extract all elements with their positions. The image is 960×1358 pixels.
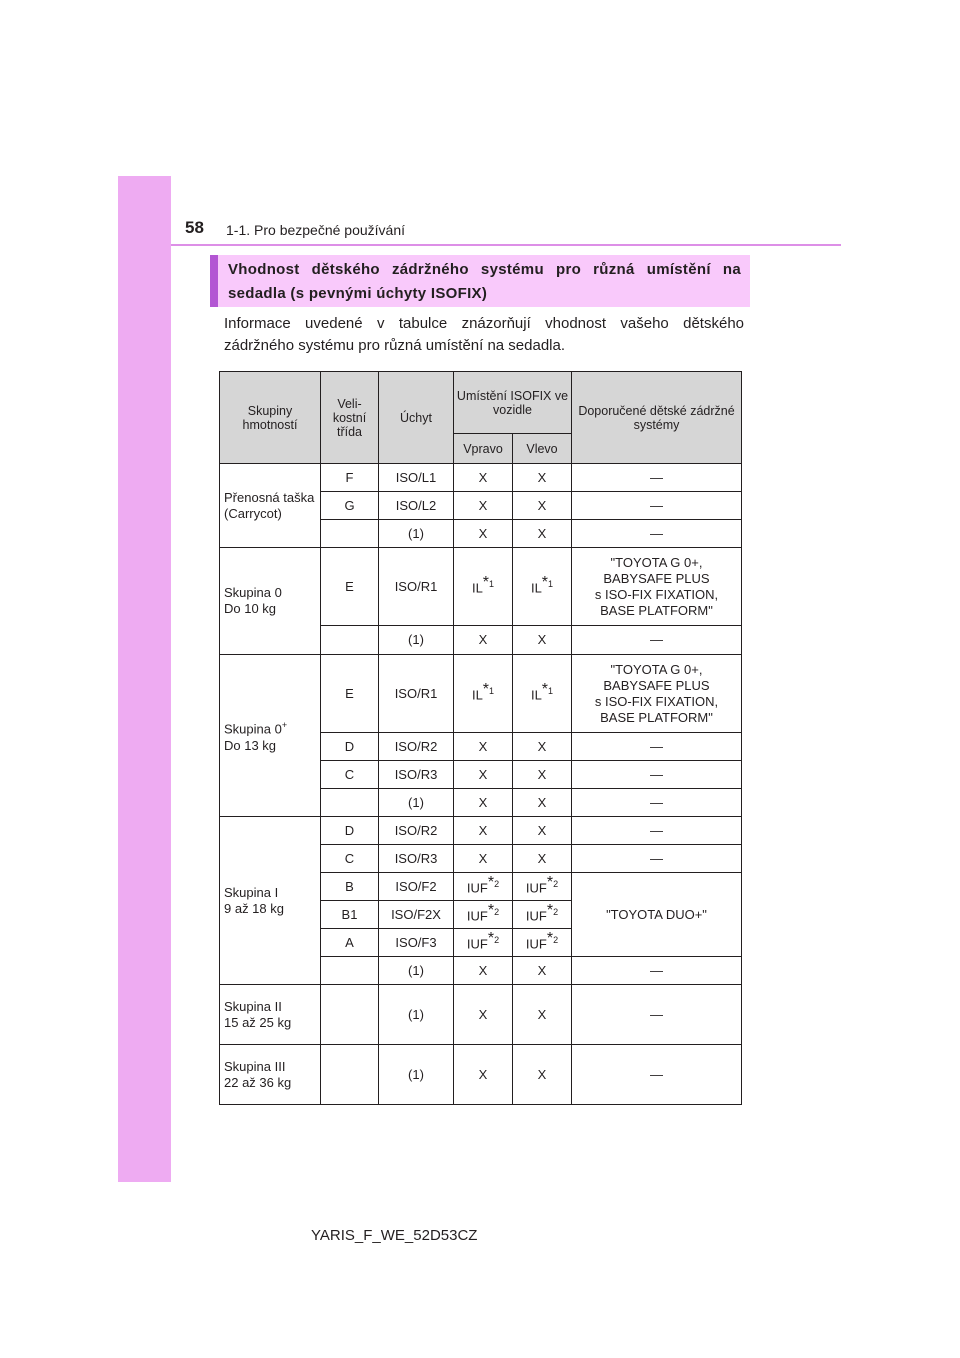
cell-recommended: — [572, 1045, 742, 1105]
group-2 [220, 985, 321, 1045]
cell-size: C [321, 761, 379, 789]
cell-right: X [454, 492, 513, 520]
cell-recommended: — [572, 789, 742, 817]
cell-left: X [513, 761, 572, 789]
cell-recommended: — [572, 520, 742, 548]
cell-size [321, 626, 379, 655]
cell-left: X [513, 520, 572, 548]
cell-right: IUF*$^2$ [454, 901, 513, 929]
cell-fixture: (1) [379, 1045, 454, 1105]
cell-fixture: (1) [379, 789, 454, 817]
cell-fixture: ISO/R3 [379, 845, 454, 873]
cell-size: B1 [321, 901, 379, 929]
chapter-title: 1-1. Pro bezpečné používání [226, 222, 406, 238]
side-tab-band [118, 176, 171, 1182]
cell-right: X [454, 761, 513, 789]
cell-left: X [513, 817, 572, 845]
cell-fixture: ISO/L1 [379, 464, 454, 492]
group-name: Skupina I [224, 884, 279, 900]
cell-recommended: — [572, 492, 742, 520]
cell-size [321, 520, 379, 548]
cell-recommended: — [572, 817, 742, 845]
cell-fixture: ISO/F3 [379, 929, 454, 957]
header-rule [171, 244, 841, 246]
cell-left: IL*$^1$ [513, 655, 572, 733]
cell-fixture: (1) [379, 957, 454, 985]
cell-right: X [454, 464, 513, 492]
cell-fixture: (1) [379, 520, 454, 548]
header-fixture: Úchyt [379, 372, 454, 464]
cell-size: B [321, 873, 379, 901]
cell-left: IUF*$^2$ [513, 873, 572, 901]
cell-left: X [513, 957, 572, 985]
cell-left: X [513, 845, 572, 873]
cell-left: X [513, 789, 572, 817]
cell-left: X [513, 464, 572, 492]
group-0 [220, 548, 321, 655]
group-carrycot: Přenosná taška (Carrycot) [220, 464, 321, 548]
cell-fixture: (1) [379, 985, 454, 1045]
cell-recommended: — [572, 761, 742, 789]
intro-paragraph: Informace uvedené v tabulce znázorňují vhodnost vašeho dětského zádržného systému pro různá umístění na sedadla. [224, 315, 744, 354]
cell-size [321, 1045, 379, 1105]
cell-size: G [321, 492, 379, 520]
table-row [220, 548, 742, 626]
cell-left: X [513, 492, 572, 520]
group-weight: 15 až 25 kg [224, 1014, 292, 1030]
cell-right: X [454, 817, 513, 845]
cell-fixture: ISO/R2 [379, 733, 454, 761]
document-code: YARIS_F_WE_52D53CZ [311, 1227, 478, 1244]
group-weight: 9 až 18 kg [224, 900, 284, 916]
section-title: Vhodnost dětského zádržného systému pro různá umístění na sedadla (s pevnými úchyty ISOFIX) [228, 261, 741, 302]
cell-right: IL*$^1$ [454, 655, 513, 733]
header-isofix-position: Umístění ISOFIX ve vozidle [454, 372, 572, 434]
cell-size: E [321, 655, 379, 733]
cell-right: X [454, 520, 513, 548]
table-row [220, 817, 742, 845]
cell-size: C [321, 845, 379, 873]
group-name: Skupina 0+ [224, 720, 288, 737]
header-group: Skupiny hmotností [220, 372, 321, 464]
cell-recommended: — [572, 957, 742, 985]
cell-size [321, 789, 379, 817]
cell-fixture: ISO/R2 [379, 817, 454, 845]
header-size-class: Veli-kostní třída [321, 372, 379, 464]
table-row [220, 985, 742, 1045]
group-name: Skupina III [224, 1058, 286, 1074]
section-heading-box [210, 255, 750, 307]
cell-left: X [513, 985, 572, 1045]
cell-right: X [454, 789, 513, 817]
cell-fixture: ISO/F2 [379, 873, 454, 901]
isofix-suitability-table [219, 371, 742, 1105]
cell-right: X [454, 957, 513, 985]
table-row [220, 655, 742, 733]
group-name: Skupina II [224, 998, 282, 1014]
group-1 [220, 817, 321, 985]
cell-right: X [454, 626, 513, 655]
group-weight: 22 až 36 kg [224, 1074, 292, 1090]
cell-size: E [321, 548, 379, 626]
header-right: Vpravo [454, 434, 513, 464]
page-number: 58 [185, 218, 204, 237]
group-weight: Do 10 kg [224, 601, 277, 616]
cell-size [321, 985, 379, 1045]
cell-fixture: ISO/F2X [379, 901, 454, 929]
cell-size: D [321, 733, 379, 761]
cell-fixture: ISO/L2 [379, 492, 454, 520]
cell-recommended: "TOYOTA G 0+, BABYSAFE PLUS s ISO-FIX FIXATION, BASE PLATFORM" [572, 655, 742, 733]
cell-recommended: — [572, 464, 742, 492]
cell-right: X [454, 1045, 513, 1105]
cell-left: IUF*$^2$ [513, 929, 572, 957]
group-3 [220, 1045, 321, 1105]
cell-left: IUF*$^2$ [513, 901, 572, 929]
cell-right: IUF*$^2$ [454, 929, 513, 957]
table-row [220, 1045, 742, 1105]
cell-fixture: ISO/R3 [379, 761, 454, 789]
cell-fixture: ISO/R1 [379, 548, 454, 626]
header-recommended: Doporučené dětské zádržné systémy [572, 372, 742, 464]
cell-right: IL*$^1$ [454, 548, 513, 626]
cell-left: IL*$^1$ [513, 548, 572, 626]
cell-recommended: — [572, 733, 742, 761]
cell-size: D [321, 817, 379, 845]
group-0-plus [220, 655, 321, 817]
cell-right: X [454, 845, 513, 873]
cell-size: A [321, 929, 379, 957]
table-header-row [220, 372, 742, 434]
cell-fixture: (1) [379, 626, 454, 655]
group-weight: Do 13 kg [224, 737, 277, 753]
cell-left: X [513, 1045, 572, 1105]
group-name: Skupina 0 [224, 585, 282, 600]
cell-right: X [454, 733, 513, 761]
cell-recommended: — [572, 985, 742, 1045]
cell-recommended: "TOYOTA DUO+" [572, 873, 742, 957]
cell-fixture: ISO/R1 [379, 655, 454, 733]
cell-size: F [321, 464, 379, 492]
cell-recommended: — [572, 845, 742, 873]
cell-recommended: "TOYOTA G 0+, BABYSAFE PLUS s ISO-FIX FIXATION, BASE PLATFORM" [572, 548, 742, 626]
cell-recommended: — [572, 626, 742, 655]
header-left: Vlevo [513, 434, 572, 464]
cell-left: X [513, 626, 572, 655]
table-row [220, 464, 742, 492]
cell-size [321, 957, 379, 985]
cell-left: X [513, 733, 572, 761]
cell-right: IUF*$^2$ [454, 873, 513, 901]
cell-right: X [454, 985, 513, 1045]
